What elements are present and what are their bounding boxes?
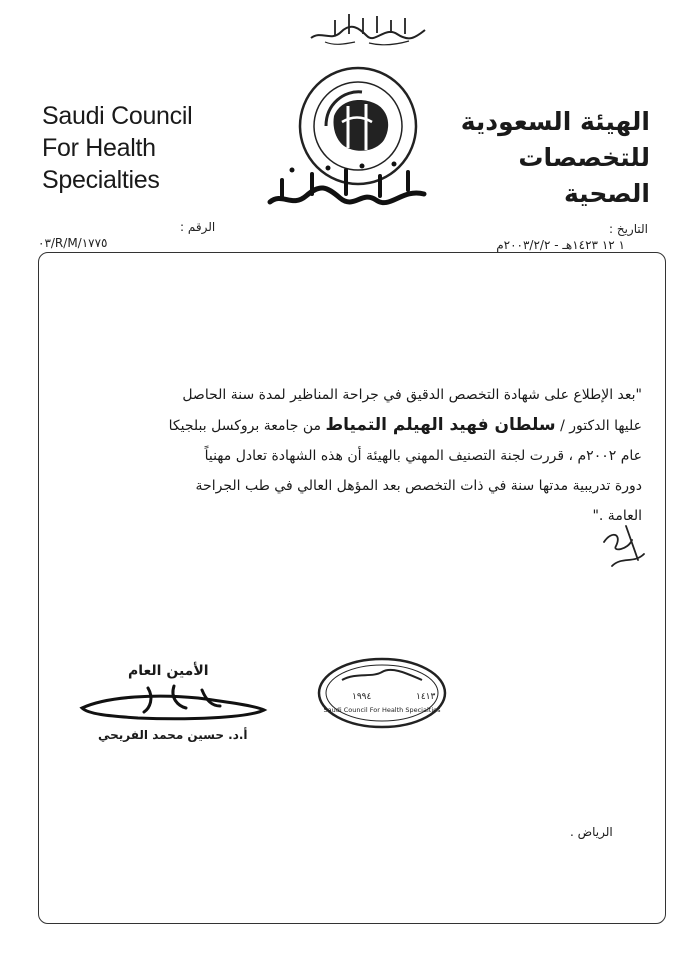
handwritten-signature — [78, 680, 268, 724]
body-line-with-name — [92, 410, 642, 441]
official-stamp — [316, 656, 448, 730]
body-line-prefix: عليها الدكتور / — [560, 418, 642, 434]
body-line: "بعد الإطلاع على شهادة التخصص الدقيق في جراحة المناظير لمدة سنة الحاصل — [182, 387, 642, 403]
issue-city: الرياض . — [570, 825, 613, 839]
body-line: العامة ." — [592, 508, 642, 524]
organization-name-ar — [430, 104, 650, 212]
doctor-name: سلطان فهيد الهيلم التمياط — [325, 415, 556, 435]
stamp-year-hijri: ١٤١٣ — [416, 692, 436, 702]
organization-name-en-line1: Saudi Council — [42, 102, 193, 130]
organization-name-ar-line2: للتخصصات الصحية — [518, 143, 650, 208]
date-value: ١ ١٢ ١٤٢٣هـ - ٢٠٠٣/٢/٢م — [496, 238, 625, 252]
handwritten-initials — [598, 520, 648, 575]
body-line: عام ٢٠٠٢م ، قررت لجنة التصنيف المهني بالهيئة أن هذه الشهادة تعادل مهنياً — [204, 448, 642, 464]
certificate-title-calligraphy — [262, 150, 432, 216]
signatory-name: أ.د. حسين محمد الفريحي — [98, 728, 248, 742]
document-frame — [38, 252, 666, 924]
certificate-body — [92, 380, 642, 531]
stamp-year-gregorian: ١٩٩٤ — [352, 692, 372, 702]
body-line: دورة تدريبية مدتها سنة في ذات التخصص بعد المؤهل العالي في طب الجراحة — [195, 478, 642, 494]
basmala-calligraphy — [305, 8, 430, 50]
body-line-suffix: من جامعة بروكسل ببلجيكا — [168, 418, 321, 434]
organization-name-en-line2: For Health Specialties — [42, 134, 160, 194]
organization-name-ar-line1: الهيئة السعودية — [460, 107, 650, 136]
organization-name-en — [42, 100, 272, 196]
reference-label: الرقم : — [180, 220, 216, 234]
signatory-title: الأمين العام — [128, 663, 209, 679]
reference-number: ٠٣/R/M/١٧٧٥ — [38, 236, 108, 250]
stamp-text-en: Saudi Council For Health Specialties — [323, 706, 441, 714]
date-label: التاريخ : — [608, 222, 648, 236]
